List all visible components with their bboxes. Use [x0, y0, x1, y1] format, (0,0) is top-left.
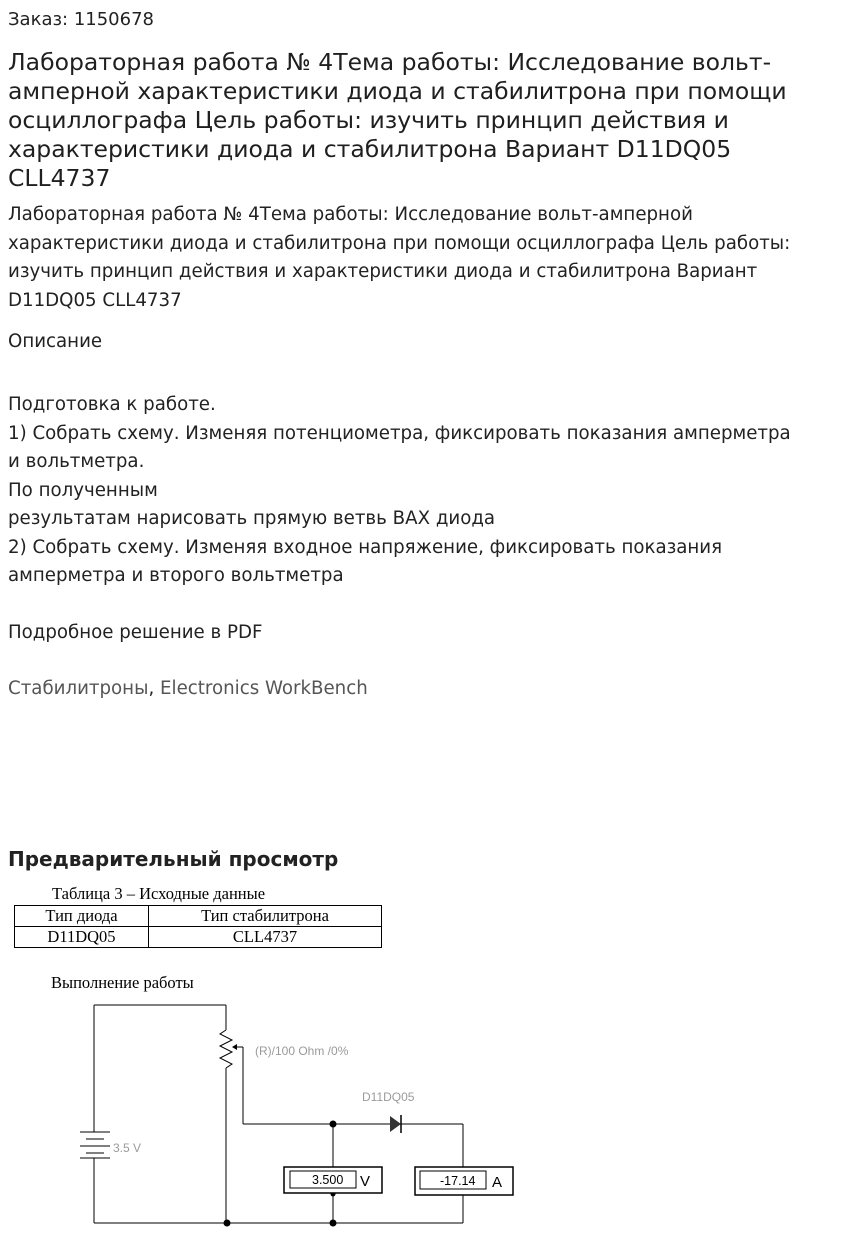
pdf-note: Подробное решение в PDF	[8, 622, 263, 643]
junction-dot	[224, 1220, 231, 1227]
potentiometer-icon	[220, 1030, 232, 1068]
ammeter-value: -17.14	[440, 1174, 476, 1188]
tag-list	[8, 676, 368, 702]
preview-image	[0, 880, 847, 1239]
junction-dot	[330, 1220, 337, 1227]
description-line: 1) Собрать схему. Изменяя потенциометра, фиксировать показания амперметра	[8, 422, 791, 444]
description-line: По полученным	[8, 479, 158, 501]
voltmeter-value: 3.500	[312, 1173, 344, 1187]
ammeter-unit: A	[492, 1174, 503, 1191]
description-line: и вольтметра.	[8, 451, 145, 472]
table-cell-diode: D11DQ05	[15, 927, 149, 948]
section-title: Выполнение работы	[51, 973, 194, 992]
table-header-cell: Тип стабилитрона	[149, 906, 382, 927]
description-line: Подготовка к работе.	[8, 394, 216, 415]
wiper-arrow-icon	[232, 1044, 237, 1050]
description-body	[8, 391, 843, 648]
preview-heading: Предварительный просмотр	[8, 847, 339, 871]
table-cell-stabilitron: CLL4737	[149, 927, 382, 948]
spacer	[8, 591, 843, 620]
battery-label: 3.5 V	[113, 1141, 142, 1155]
description-heading: Описание	[8, 331, 103, 352]
potentiometer-label: (R)/100 Ohm /0%	[255, 1044, 349, 1058]
voltmeter-unit: V	[360, 1173, 371, 1190]
diode-label: D11DQ05	[362, 1090, 415, 1104]
tag-link-electronics-workbench[interactable]: Electronics WorkBench	[160, 678, 368, 699]
order-number: Заказ: 1150678	[8, 9, 154, 30]
tag-separator: ,	[148, 678, 155, 699]
table-caption: Таблица 3 – Исходные данные	[52, 884, 266, 903]
junction-dot	[330, 1121, 337, 1128]
description-line: результатам нарисовать прямую ветвь ВАХ диода	[8, 508, 496, 529]
description-line: амперметра и второго вольтметра	[8, 565, 344, 586]
lead-text: Лабораторная работа № 4Тема работы: Исследование вольт-амперной характеристики диода и стабилитрона при помощи осциллографа Цель работы: изучить принцип действия и характеристики диода и стабилитрона Вариант D11DQ05 CLL4737	[8, 204, 791, 311]
tag-link-stabilitrons[interactable]: Стабилитроны	[8, 678, 149, 699]
page-title: Лабораторная работа № 4Тема работы: Исследование вольт-амперной характеристики диода и стабилитрона при помощи осциллографа Цель работы: изучить принцип действия и характеристики диода и стабилитрона Вариант D11DQ05 CLL4737	[8, 48, 787, 192]
description-line: 2) Собрать схему. Изменяя входное напряжение, фиксировать показания	[8, 536, 723, 558]
diode-icon	[390, 1116, 401, 1132]
circuit-diagram	[0, 880, 847, 1239]
table-header-cell: Тип диода	[15, 906, 149, 927]
